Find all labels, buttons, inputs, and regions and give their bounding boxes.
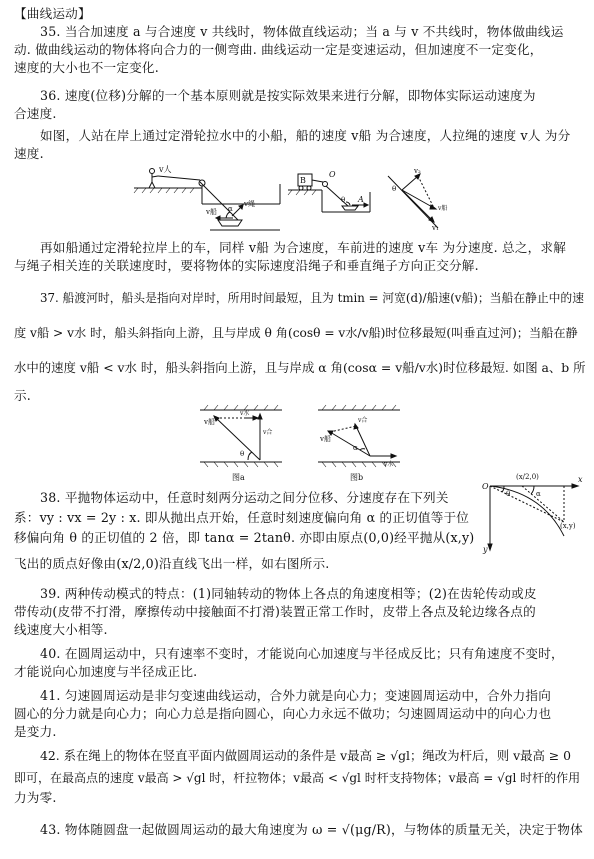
fig-b-alpha: α (353, 444, 358, 452)
para-41-line-3: 是变力. (14, 724, 57, 739)
fig-a-v-combined: v合 (263, 429, 273, 436)
para-36b-line-2: 与绳子相关连的关联速度时，要将物体的实际速度沿绳子和垂直绳子方向正交分解. (14, 258, 479, 273)
para-39-line-1: 39. 两种传动模式的特点：(1)同轴转动的物体上各点的角速度相等；(2)在齿轮传动或皮 (40, 586, 537, 601)
fig-label-v1: v₁ (432, 224, 439, 232)
para-36b-line-1: 再如船通过定滑轮拉岸上的车，同样 v船 为合速度，车前进的速度 v车 为分速度. 总之，求解 (40, 240, 567, 255)
para-41-line-1: 41. 匀速圆周运动是非匀变速曲线运动，合外力就是向心力；变速圆周运动中，合外力指向 (40, 688, 551, 703)
fig-label-B: B (300, 176, 306, 185)
para-35-line-2: 动. 做曲线运动的物体将向合力的一侧弯曲. 曲线运动一定是变速运动，但加速度不一定变化， (14, 42, 543, 57)
fig-a-v-water: v水 (240, 410, 250, 417)
para-35-line-3: 速度的大小也不一定变化. (14, 60, 159, 75)
para-38-line-3: 移偏向角 θ 的正切值的 2 倍，即 tanα = 2tanθ. 亦即由原点(0,0)经平抛从(x,y) (14, 530, 475, 545)
para-39-line-2: 带传动(皮带不打滑，摩擦传动中接触面不打滑)装置正常工作时，皮带上各点及轮边缘各点的 (14, 604, 536, 619)
fig-label-alpha-1: α (228, 205, 233, 213)
para-37-line-3: 水中的速度 v船 < v水 时，船头斜指向上游，且与岸成 α 角(cosα = v船/v水)时位移最短. 如图 a、b 所 (14, 360, 586, 375)
para-36-line-2: 合速度. (14, 106, 57, 121)
para-36-line-3: 如图，人站在岸上通过定滑轮拉水中的小船，船的速度 v船 为合速度，人拉绳的速度 v人 为分 (40, 128, 571, 143)
fig-label-v-person: v人 (159, 165, 172, 174)
proj-label-alpha: α (536, 490, 541, 498)
fig-a-caption: 图a (232, 473, 245, 482)
proj-label-top: (x/2,0) (516, 473, 539, 481)
proj-label-theta: θ (506, 490, 511, 498)
fig-a-theta: θ (240, 450, 245, 458)
river-crossing-figures (190, 404, 420, 484)
velocity-decomposition-figure (388, 174, 438, 228)
para-42-line-3: 力为零. (14, 790, 57, 805)
fig-label-theta-2: θ (392, 185, 397, 193)
proj-label-point: (x,y) (560, 522, 576, 530)
para-38-line-2: 系：vy : vx = 2y : x. 即从抛出点开始，任意时刻速度偏向角 α 的正切值等于位 (14, 510, 470, 525)
fig-a-v-boat: v船 (204, 418, 215, 426)
fig-label-v2: v₂ (414, 167, 421, 175)
fig-b-caption: 图b (350, 473, 364, 482)
para-36-line-4: 速度. (14, 146, 44, 161)
fig-label-A: A (358, 195, 364, 204)
para-40-line-1: 40. 在圆周运动中，只有速率不变时，才能说向心加速度与半径成反比；只有角速度不变时， (40, 646, 564, 661)
proj-label-x: x (578, 475, 583, 484)
fig-b-v-combined: v合 (358, 417, 368, 424)
para-41-line-2: 圆心的分力就是向心力；向心力总是指向圆心，向心力永远不做功；匀速圆周运动中的向心力也 (14, 706, 552, 721)
para-42-line-2: 即可，在最高点的速度 v最高 > √gl 时，杆拉物体；v最高 < √gl 时杆支持物体；v最高 = √gl 时杆的作用 (14, 771, 581, 785)
section-title: 【曲线运动】 (14, 6, 91, 21)
para-43-line-1: 43. 物体随圆盘一起做圆周运动的最大角速度为 ω = √(μg/R)，与物体的质量无关，决定于物体 (40, 822, 583, 837)
para-39-line-3: 线速度大小相等. (14, 622, 108, 637)
pulley-figures (130, 162, 460, 236)
projectile-figure (482, 466, 588, 556)
para-37-line-2: 度 v船 > v水 时，船头斜指向上游，且与岸成 θ 角(cosθ = v水/v船)时位移最短(叫垂直过河)；当船在静 (14, 326, 578, 340)
proj-label-O: O (482, 482, 489, 491)
fig-b-v-boat: v船 (320, 435, 331, 443)
para-42-line-1: 42. 系在绳上的物体在竖直平面内做圆周运动的条件是 v最高 ≥ √gl；绳改为杆后，则 v最高 ≥ 0 (40, 748, 571, 763)
para-38-line-4: 飞出的质点好像由(x/2,0)沿直线飞出一样，如右图所示. (14, 556, 330, 571)
fig-label-v-boat: v船 (206, 208, 217, 216)
para-40-line-2: 才能说向心加速度与半径成正比. (14, 664, 198, 679)
proj-label-y: y (483, 545, 488, 554)
fig-b-v-water: v水 (384, 461, 394, 468)
para-35-line-1: 35. 当合加速度 a 与合速度 v 共线时，物体做直线运动；当 a 与 v 不共线时，物体做曲线运 (40, 24, 564, 39)
para-37-line-4: 示. (14, 388, 31, 403)
para-37-line-1: 37. 船渡河时，船头是指向对岸时，所用时间最短，且为 tmin = 河宽(d)/船速(v船)；当船在静止中的速 (40, 291, 585, 305)
fig-label-v-boat-3: v船 (438, 205, 448, 212)
fig-label-v-rope: v绳 (244, 200, 255, 208)
para-36-line-1: 36. 速度(位移)分解的一个基本原则就是按实际效果来进行分解，即物体实际运动速度为 (40, 88, 536, 103)
para-38-line-1: 38. 平抛物体运动中，任意时刻两分运动之间分位移、分速度存在下列关 (40, 490, 449, 505)
fig-label-O: O (329, 170, 336, 179)
fig-label-theta-1: θ (341, 196, 346, 204)
person-boat-figure (134, 169, 280, 231)
